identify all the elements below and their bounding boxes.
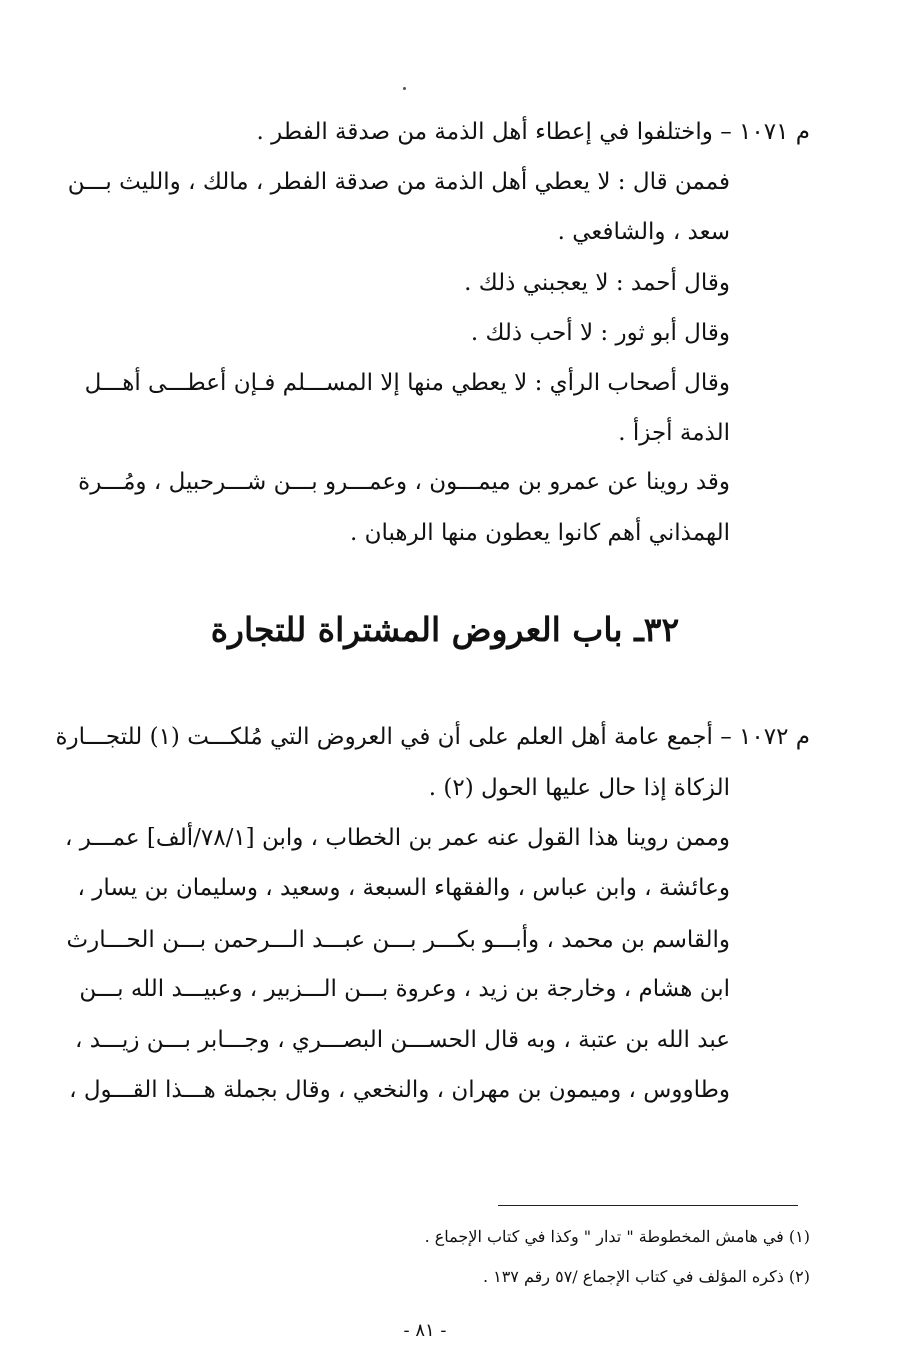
issue-1072-text-line: وممن روينا هذا القول عنه عمر بن الخطاب ، وابن [٧٨/١/ألف] عمـــر ، [64, 825, 730, 851]
issue-1071-text-line: وقد روينا عن عمرو بن ميمـــون ، وعمـــرو بـــن شـــرحبيل ، ومُـــرة [78, 469, 730, 495]
issue-1072-text-line: عبد الله بن عتبة ، وبه قال الحســـن البصـــري ، وجـــابر بـــن زيـــد ، [74, 1027, 730, 1053]
issue-1072-text-line: ابن هشام ، وخارجة بن زيد ، وعروة بـــن الـــزبير ، وعبيـــد الله بـــن [79, 976, 730, 1002]
scan-speck [403, 87, 406, 90]
issue-1072-text-line: وطاووس ، وميمون بن مهران ، والنخعي ، وقال بجملة هـــذا القـــول ، [69, 1077, 730, 1103]
page-number: - ٨١ - [403, 1320, 447, 1341]
issue-1071-heading-line: م ١٠٧١ – واختلفوا في إعطاء أهل الذمة من صدقة الفطر . [256, 119, 810, 145]
issue-1071-text-line: وقال أصحاب الرأي : لا يعطي منها إلا المســـلم فـإن أعطـــى أهـــل [84, 370, 730, 396]
issue-1072-heading-line: م ١٠٧٢ – أجمع عامة أهل العلم على أن في العروض التي مُلكـــت (١) للتجـــارة [55, 724, 810, 750]
issue-1072-text-line: وعائشة ، وابن عباس ، والفقهاء السبعة ، وسعيد ، وسليمان بن يسار ، [77, 875, 730, 901]
issue-1071-text-line: وقال أحمد : لا يعجبني ذلك . [464, 270, 730, 296]
issue-1071-text-line: الذمة أجزأ . [618, 420, 730, 446]
footnote-1: (١) في هامش المخطوطة " تدار " وكذا في كتاب الإجماع . [424, 1227, 810, 1246]
issue-1071-text-line: وقال أبو ثور : لا أحب ذلك . [470, 320, 730, 346]
issue-1072-text-line: والقاسم بن محمد ، وأبـــو بكـــر بـــن عبـــد الـــرحمن بـــن الحـــارث [66, 927, 730, 953]
chapter-heading: ٣٢ـ باب العروض المشتراة للتجارة [210, 610, 680, 649]
issue-1071-text-line: الهمذاني أهم كانوا يعطون منها الرهبان . [349, 520, 730, 546]
footnote-2: (٢) ذكره المؤلف في كتاب الإجماع /٥٧ رقم ١٣٧ . [482, 1267, 810, 1286]
issue-1072-text-line: الزكاة إذا حال عليها الحول (٢) . [428, 775, 730, 801]
footnote-separator [498, 1205, 798, 1206]
issue-1071-text-line: فممن قال : لا يعطي أهل الذمة من صدقة الفطر ، مالك ، والليث بـــن [67, 169, 730, 195]
issue-1071-text-line: سعد ، والشافعي . [557, 219, 730, 245]
